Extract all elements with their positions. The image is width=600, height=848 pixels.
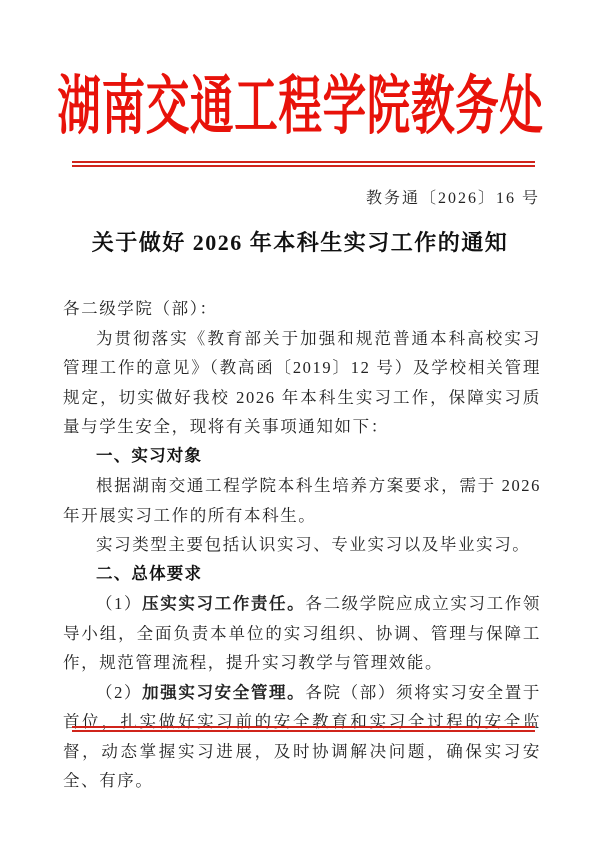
item-1-lead: 压实实习工作责任。 bbox=[142, 594, 306, 613]
section-1-paragraph-2: 实习类型主要包括认识实习、专业实习以及毕业实习。 bbox=[96, 535, 531, 554]
item-2-lead: 加强实习安全管理。 bbox=[142, 682, 306, 702]
item-1-number: （1） bbox=[96, 594, 143, 613]
item-2-number: （2） bbox=[96, 682, 143, 702]
notice-body bbox=[63, 294, 541, 796]
intro-paragraph: 为贯彻落实《教育部关于加强和规范普通本科高校实习管理工作的意见》（教高函〔2019〕12 号）及学校相关管理规定，切实做好我校 2026 年本科生实习工作，保障实习质量与学生安全，现将有关事项通知如下： bbox=[63, 328, 541, 436]
item-2-text: 各院（部）须将实习安全置于首位，扎实做好实习前的安全教育和实习全过程的安全监督，动态掌握实习进展，及时协调解决问题，确保实习安全、有序。 bbox=[63, 682, 541, 790]
header-divider-line bbox=[72, 161, 535, 167]
letterhead bbox=[0, 72, 600, 142]
item-1-text: 各二级学院应成立实习工作领导小组，全面负责本单位的实习组织、协调、管理与保障工作，规范管理流程，提升实习教学与管理效能。 bbox=[63, 594, 541, 672]
salutation: 各二级学院（部）： bbox=[63, 299, 218, 318]
section-2-item-2 bbox=[63, 678, 541, 796]
letterhead-title: 湖南交通工程学院教务处 bbox=[56, 71, 544, 142]
notice-title: 关于做好 2026 年本科生实习工作的通知 bbox=[91, 230, 509, 255]
document-number: 教务通〔2026〕16 号 bbox=[365, 190, 540, 207]
footer-divider-line bbox=[72, 726, 535, 732]
section-2-heading: 二、总体要求 bbox=[96, 564, 203, 583]
section-1-paragraph-1: 根据湖南交通工程学院本科生培养方案要求，需于 2026 年开展实习工作的所有本科生。 bbox=[63, 476, 541, 525]
section-2-item-1 bbox=[63, 589, 541, 678]
section-1-heading: 一、实习对象 bbox=[96, 446, 203, 465]
